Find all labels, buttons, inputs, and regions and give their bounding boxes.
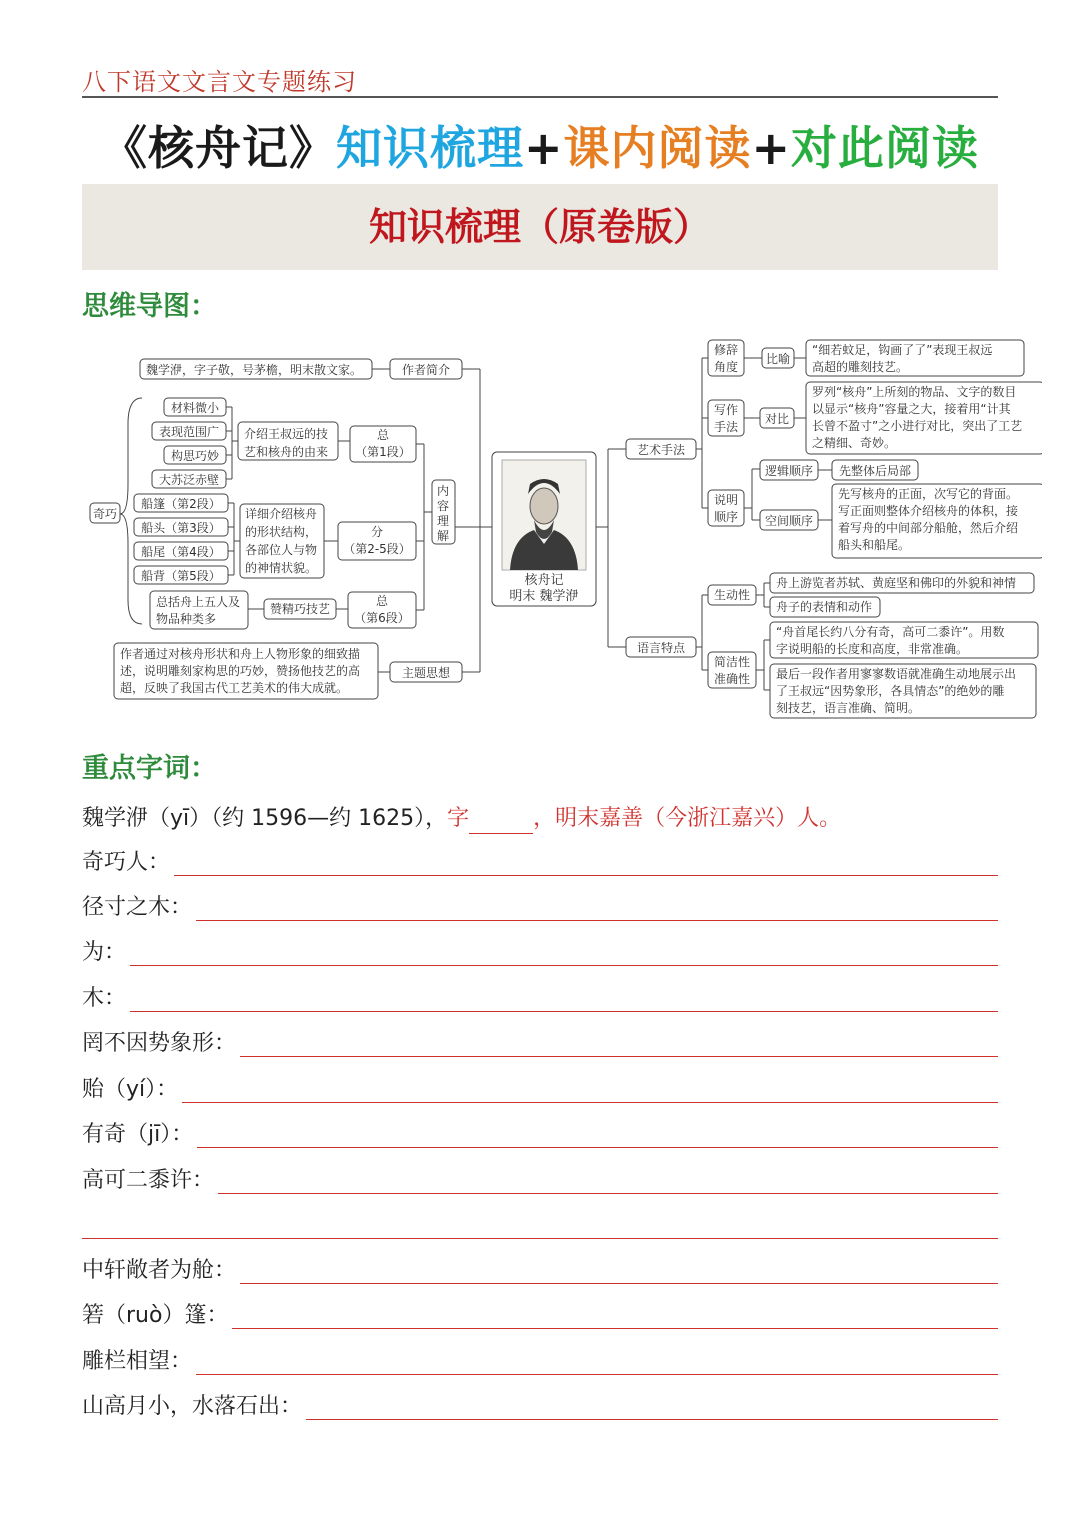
mindmap-heading: 思维导图： <box>82 291 217 322</box>
theme-text: 述，说明雕刻家构思的巧妙，赞扬他技艺的高 <box>120 664 361 678</box>
author-intro-text: 魏学洢，字子敬，号茅檐，明末散文家。 <box>146 363 363 377</box>
vocab-item <box>82 1162 998 1196</box>
summary-desc: 物品种类多 <box>156 612 217 626</box>
intro-desc: 介绍王叔远的技 <box>244 427 329 441</box>
content-label-char: 解 <box>436 529 450 543</box>
vocab-intro-red: ，明末嘉善（今浙江嘉兴）人。 <box>533 806 842 831</box>
part-desc: 详细介绍核舟 <box>245 507 318 521</box>
part-desc: 各部位人与物 <box>245 543 318 557</box>
section-banner-title: 知识梳理（原卷版） <box>368 205 711 249</box>
rhetoric-label: 角度 <box>713 360 739 374</box>
part-item: 船头（第3段） <box>141 521 221 535</box>
concise-text: 了王叔远“因势象形，各具情态”的绝妙的雕 <box>776 684 1005 698</box>
content-label-char: 理 <box>436 514 450 528</box>
part-item: 船尾（第4段） <box>141 545 221 559</box>
space-order-text: 写正面则整体介绍核舟的体积，接 <box>838 504 1019 518</box>
rhetoric-label: 修辞 <box>713 343 739 357</box>
vocab-item <box>82 1388 998 1422</box>
logic-order-label: 逻辑顺序 <box>764 464 814 478</box>
answer-line[interactable] <box>130 964 998 966</box>
zong6-label: 总 <box>375 594 389 608</box>
answer-blank[interactable] <box>469 813 533 834</box>
title-plus: + <box>523 121 564 175</box>
vocab-intro-red: 字 <box>447 806 470 831</box>
portrait-image <box>502 460 586 570</box>
vocab-item <box>82 1343 998 1377</box>
fen-range: （第2-5段） <box>343 542 411 556</box>
biyu-text: 高超的雕刻技艺。 <box>812 360 909 374</box>
vocab-term: 贻（yí）： <box>82 1077 179 1102</box>
vocab-term: 为： <box>82 940 127 965</box>
order-label: 说明 <box>713 493 739 507</box>
title-plus: + <box>751 121 792 175</box>
section-banner <box>82 184 998 270</box>
theme-text: 超，反映了我国古代工艺美术的伟大成就。 <box>120 681 349 695</box>
space-order-text: 着写舟的中间部分船舱，然后介绍 <box>838 521 1019 535</box>
vocab-item <box>82 1297 998 1331</box>
intro-item: 材料微小 <box>170 401 220 415</box>
answer-line[interactable] <box>130 1010 998 1012</box>
duibi-text: 以显示“核舟”容量之大，接着用“计其 <box>812 402 1011 416</box>
vocab-term: 径寸之木： <box>82 895 193 920</box>
vivid-label: 生动性 <box>713 588 751 602</box>
intro-item: 表现范围广 <box>158 425 220 439</box>
space-order-text: 船头和船尾。 <box>838 538 911 552</box>
vocab-term: 有奇（jī）： <box>82 1122 194 1147</box>
answer-line[interactable] <box>182 1101 998 1103</box>
answer-line[interactable] <box>196 1373 998 1375</box>
fen-label: 分 <box>370 525 384 539</box>
vocab-term: 中轩敞者为舱： <box>82 1258 237 1283</box>
vocab-item <box>82 1071 998 1105</box>
concise-label: 准确性 <box>713 672 751 686</box>
concise-text: 刻技艺，语言准确、简明。 <box>776 701 921 715</box>
header-label: 八下语文文言文专题练习 <box>82 68 357 96</box>
vocab-item <box>82 1025 998 1059</box>
vocab-term: 山高月小，水落石出： <box>82 1394 303 1419</box>
vocab-item <box>82 889 998 923</box>
title-part-book: 《核舟记》 <box>100 121 336 175</box>
concise-label: 简洁性 <box>713 655 751 669</box>
title-part-compare: 对此阅读 <box>791 121 980 175</box>
header-divider <box>82 96 998 98</box>
concise-text: “舟首尾长约八分有奇，高可二黍许”。用数 <box>776 625 1005 639</box>
answer-line[interactable] <box>232 1327 998 1329</box>
biyu-label: 比喻 <box>765 352 791 366</box>
zong6-range: （第6段） <box>354 611 410 625</box>
vocab-intro-text: 魏学洢（yī）（约 1596—约 1625）， <box>82 806 448 831</box>
duibi-text: 罗列“核舟”上所刻的物品、文字的数目 <box>812 385 1017 399</box>
vocab-term: 箬（ruò）篷： <box>82 1303 229 1328</box>
page-title <box>0 112 1080 178</box>
space-order-label: 空间顺序 <box>764 514 814 528</box>
mindmap-center-author: 明末 魏学洢 <box>509 589 579 604</box>
part-item: 船篷（第2段） <box>141 497 221 511</box>
summary-desc: 总括舟上五人及 <box>156 595 241 609</box>
logic-order-text: 先整体后局部 <box>838 464 912 478</box>
space-order-text: 先写核舟的正面，次写它的背面。 <box>838 487 1019 501</box>
answer-line[interactable] <box>82 1238 998 1239</box>
mindmap-center-title: 核舟记 <box>524 573 564 588</box>
part-desc: 的形状结构， <box>245 525 318 539</box>
duibi-text: 长曾不盈寸”之小进行对比，突出了工艺 <box>812 419 1023 433</box>
intro-item: 构思巧妙 <box>170 449 220 463</box>
writing-label: 手法 <box>713 420 739 434</box>
intro-desc: 艺和核舟的由来 <box>244 445 329 459</box>
answer-line[interactable] <box>240 1282 998 1284</box>
theme-text: 作者通过对核舟形状和舟上人物形象的细致描 <box>120 647 361 661</box>
vivid-item: 舟子的表情和动作 <box>776 600 873 614</box>
answer-line[interactable] <box>174 874 998 876</box>
duibi-label: 对比 <box>764 412 790 426</box>
title-part-inclass: 课内阅读 <box>563 121 752 175</box>
title-part-knowledge: 知识梳理 <box>335 121 524 175</box>
intro-item: 大苏泛赤壁 <box>158 473 220 487</box>
vocab-item <box>82 1116 998 1150</box>
vocab-term: 木： <box>82 986 127 1011</box>
part-desc: 的神情状貌。 <box>245 561 318 575</box>
content-label-char: 容 <box>436 499 450 513</box>
author-intro-label: 作者简介 <box>401 363 451 377</box>
writing-label: 写作 <box>713 403 739 417</box>
qiqiao-label: 奇巧 <box>92 507 118 521</box>
answer-line[interactable] <box>197 1146 998 1148</box>
concise-text: 字说明船的长度和高度，非常准确。 <box>776 642 969 656</box>
vocab-term: 罔不因势象形： <box>82 1031 237 1056</box>
answer-line[interactable] <box>240 1055 998 1057</box>
content-label-char: 内 <box>436 484 450 498</box>
concise-text: 最后一段作者用寥寥数语就准确生动地展示出 <box>776 667 1017 681</box>
art-label: 艺术手法 <box>636 443 686 457</box>
vocab-term: 雕栏相望： <box>82 1349 193 1374</box>
vocab-item <box>82 844 998 878</box>
vocab-heading: 重点字词： <box>82 753 217 784</box>
part-item: 船背（第5段） <box>141 569 221 583</box>
zong1-range: （第1段） <box>355 445 411 459</box>
theme-label: 主题思想 <box>401 666 451 680</box>
vivid-item: 舟上游览者苏轼、黄庭坚和佛印的外貌和神情 <box>776 576 1017 590</box>
mind-map <box>82 334 1042 730</box>
biyu-text: “细若蚊足，钩画了了”表现王叔远 <box>812 343 993 357</box>
zong1-label: 总 <box>376 428 390 442</box>
vocab-item <box>82 980 998 1014</box>
vocab-item <box>82 934 998 968</box>
vocab-term: 奇巧人： <box>82 850 171 875</box>
lang-label: 语言特点 <box>636 641 686 655</box>
vocab-term: 高可二黍许： <box>82 1168 215 1193</box>
answer-line[interactable] <box>218 1192 998 1194</box>
vocab-item <box>82 1252 998 1286</box>
answer-line[interactable] <box>306 1418 998 1420</box>
duibi-text: 之精细、奇妙。 <box>812 436 897 450</box>
summary-label: 赞精巧技艺 <box>269 602 331 616</box>
vocab-intro <box>82 800 998 834</box>
answer-line[interactable] <box>196 919 998 921</box>
order-label: 顺序 <box>713 510 739 524</box>
